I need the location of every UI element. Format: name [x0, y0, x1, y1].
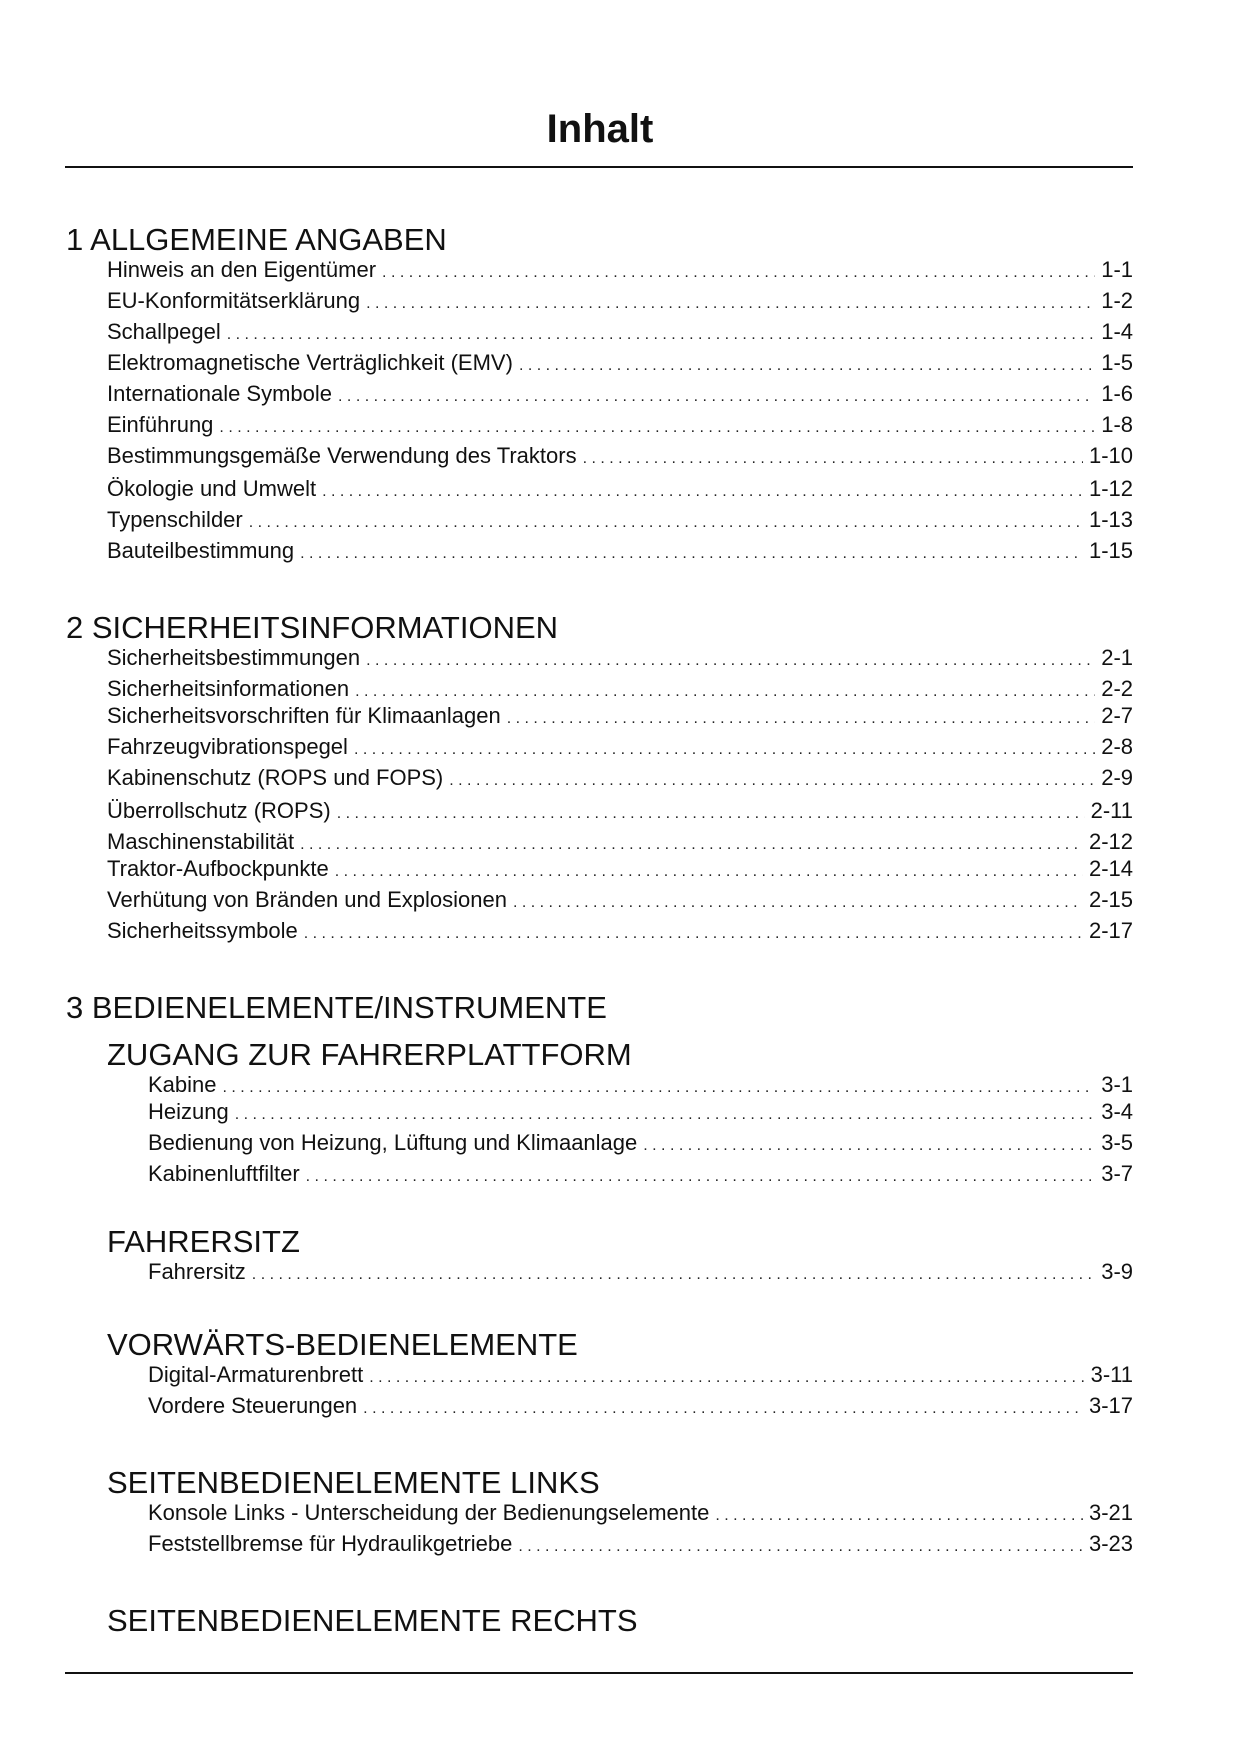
- entry-page-number: 3-23: [1088, 1531, 1133, 1556]
- section-heading-3[interactable]: 3 BEDIENELEMENTE/INSTRUMENTE: [66, 990, 607, 1025]
- dot-leader: [227, 322, 1095, 348]
- dot-leader: [643, 1133, 1095, 1159]
- subsection-heading-zugang[interactable]: ZUGANG ZUR FAHRERPLATTFORM: [107, 1037, 632, 1072]
- dot-leader: [355, 679, 1095, 705]
- entry-page-number: 3-1: [1101, 1072, 1133, 1097]
- toc-entry[interactable]: [148, 1161, 1133, 1190]
- toc-entry[interactable]: [148, 1072, 1133, 1101]
- dot-leader: [518, 1534, 1083, 1560]
- toc-entry[interactable]: [107, 765, 1133, 794]
- toc-entry[interactable]: [107, 381, 1133, 410]
- dot-leader: [219, 415, 1095, 441]
- entry-page-number: 2-17: [1088, 918, 1133, 943]
- entry-label: Kabine: [148, 1072, 217, 1097]
- dot-leader: [369, 1365, 1084, 1391]
- toc-entry[interactable]: [107, 676, 1133, 705]
- toc-entry[interactable]: [107, 856, 1133, 885]
- entry-page-number: 2-15: [1088, 887, 1133, 912]
- entry-page-number: 3-9: [1101, 1259, 1133, 1284]
- entry-page-number: 3-11: [1090, 1362, 1133, 1387]
- toc-entry[interactable]: [107, 703, 1133, 732]
- toc-entry[interactable]: [148, 1259, 1133, 1288]
- toc-entry[interactable]: [148, 1500, 1133, 1529]
- dot-leader: [337, 801, 1085, 827]
- entry-page-number: 2-7: [1101, 703, 1133, 728]
- dot-leader: [354, 737, 1095, 763]
- dot-leader: [249, 510, 1083, 536]
- entry-page-number: 1-6: [1101, 381, 1133, 406]
- toc-entry[interactable]: [107, 798, 1133, 827]
- entry-page-number: 2-11: [1090, 798, 1133, 823]
- dot-leader: [322, 479, 1083, 505]
- page-title: Inhalt: [546, 107, 654, 151]
- dot-leader: [363, 1396, 1083, 1422]
- dot-leader: [519, 353, 1095, 379]
- toc-entry[interactable]: [148, 1099, 1133, 1128]
- entry-label: Sicherheitsvorschriften für Klimaanlagen: [107, 703, 501, 728]
- entry-label: Elektromagnetische Verträglichkeit (EMV): [107, 350, 513, 375]
- entry-page-number: 1-15: [1088, 538, 1133, 563]
- entry-page-number: 1-10: [1088, 443, 1133, 468]
- dot-leader: [513, 890, 1083, 916]
- toc-entry[interactable]: [107, 887, 1133, 916]
- dot-leader: [366, 648, 1095, 674]
- entry-page-number: 3-7: [1101, 1161, 1133, 1186]
- entry-label: Bauteilbestimmung: [107, 538, 295, 563]
- toc-entry[interactable]: [148, 1393, 1133, 1422]
- entry-page-number: 2-1: [1101, 645, 1133, 670]
- dot-leader: [366, 291, 1095, 317]
- entry-label: Einführung: [107, 412, 214, 437]
- entry-page-number: 2-8: [1101, 734, 1133, 759]
- dot-leader: [338, 384, 1095, 410]
- entry-page-number: 2-14: [1088, 856, 1133, 881]
- entry-page-number: 3-4: [1101, 1099, 1133, 1124]
- entry-page-number: 1-4: [1101, 319, 1133, 344]
- dot-leader: [223, 1075, 1096, 1101]
- entry-label: Sicherheitsbestimmungen: [107, 645, 361, 670]
- dot-leader: [306, 1164, 1096, 1190]
- entry-label: Traktor-Aufbockpunkte: [107, 856, 329, 881]
- entry-label: Feststellbremse für Hydraulikgetriebe: [148, 1531, 513, 1556]
- entry-label: Kabinenschutz (ROPS und FOPS): [107, 765, 444, 790]
- dot-leader: [382, 260, 1095, 286]
- toc-entry[interactable]: [107, 412, 1133, 441]
- toc-entry[interactable]: [148, 1362, 1133, 1391]
- dot-leader: [715, 1503, 1083, 1529]
- entry-page-number: 2-2: [1101, 676, 1133, 701]
- entry-label: Internationale Symbole: [107, 381, 333, 406]
- entry-label: Überrollschutz (ROPS): [107, 798, 331, 823]
- subsection-heading-vorwaerts[interactable]: VORWÄRTS-BEDIENELEMENTE: [107, 1327, 578, 1362]
- dot-leader: [300, 541, 1083, 567]
- entry-label: Bestimmungsgemäße Verwendung des Traktors: [107, 443, 577, 468]
- toc-entry[interactable]: [107, 443, 1133, 472]
- entry-page-number: 1-2: [1101, 288, 1133, 313]
- toc-entry[interactable]: [107, 350, 1133, 379]
- toc-entry[interactable]: [107, 288, 1133, 317]
- entry-label: Maschinenstabilität: [107, 829, 295, 854]
- entry-page-number: 2-9: [1101, 765, 1133, 790]
- bottom-rule: [65, 1672, 1133, 1674]
- entry-label: Fahrzeugvibrationspegel: [107, 734, 348, 759]
- toc-entry[interactable]: [107, 507, 1133, 536]
- toc-entry[interactable]: [148, 1130, 1133, 1159]
- entry-label: EU-Konformitätserklärung: [107, 288, 361, 313]
- entry-label: Sicherheitsinformationen: [107, 676, 350, 701]
- dot-leader: [507, 706, 1095, 732]
- toc-entry[interactable]: [107, 476, 1133, 505]
- dot-leader: [583, 446, 1083, 472]
- entry-label: Bedienung von Heizung, Lüftung und Klimaanlage: [148, 1130, 638, 1155]
- entry-label: Schallpegel: [107, 319, 221, 344]
- entry-page-number: 1-12: [1088, 476, 1133, 501]
- entry-label: Fahrersitz: [148, 1259, 246, 1284]
- dot-leader: [252, 1262, 1095, 1288]
- entry-label: Hinweis an den Eigentümer: [107, 257, 377, 282]
- entry-page-number: 1-1: [1101, 257, 1133, 282]
- toc-entry[interactable]: [107, 645, 1133, 674]
- entry-label: Ökologie und Umwelt: [107, 476, 317, 501]
- entry-label: Sicherheitssymbole: [107, 918, 298, 943]
- entry-page-number: 1-8: [1101, 412, 1133, 437]
- entry-label: Konsole Links - Unterscheidung der Bedienungselemente: [148, 1500, 710, 1525]
- entry-label: Verhütung von Bränden und Explosionen: [107, 887, 507, 912]
- dot-leader: [304, 921, 1083, 947]
- entry-label: Kabinenluftfilter: [148, 1161, 300, 1186]
- toc-entry[interactable]: [107, 918, 1133, 947]
- entry-page-number: 3-5: [1101, 1130, 1133, 1155]
- entry-page-number: 3-21: [1088, 1500, 1133, 1525]
- toc-entry[interactable]: [107, 319, 1133, 348]
- entry-page-number: 1-5: [1101, 350, 1133, 375]
- entry-label: Heizung: [148, 1099, 229, 1124]
- subsection-heading-links[interactable]: SEITENBEDIENELEMENTE LINKS: [107, 1465, 600, 1500]
- section-heading-2[interactable]: 2 SICHERHEITSINFORMATIONEN: [66, 610, 559, 645]
- entry-label: Vordere Steuerungen: [148, 1393, 358, 1418]
- dot-leader: [449, 768, 1095, 794]
- entry-page-number: 3-17: [1088, 1393, 1133, 1418]
- toc-entry[interactable]: [107, 734, 1133, 763]
- entry-page-number: 2-12: [1088, 829, 1133, 854]
- toc-entry[interactable]: [107, 538, 1133, 567]
- toc-entry[interactable]: [107, 829, 1133, 858]
- section-heading-1[interactable]: 1 ALLGEMEINE ANGABEN: [66, 222, 447, 257]
- dot-leader: [335, 859, 1083, 885]
- entry-label: Digital-Armaturenbrett: [148, 1362, 364, 1387]
- subsection-heading-fahrersitz[interactable]: FAHRERSITZ: [107, 1224, 300, 1259]
- entry-page-number: 1-13: [1088, 507, 1133, 532]
- toc-entry[interactable]: [148, 1531, 1133, 1560]
- entry-label: Typenschilder: [107, 507, 243, 532]
- subsection-heading-rechts[interactable]: SEITENBEDIENELEMENTE RECHTS: [107, 1603, 638, 1638]
- toc-entry[interactable]: [107, 257, 1133, 286]
- dot-leader: [235, 1102, 1095, 1128]
- dot-leader: [300, 832, 1083, 858]
